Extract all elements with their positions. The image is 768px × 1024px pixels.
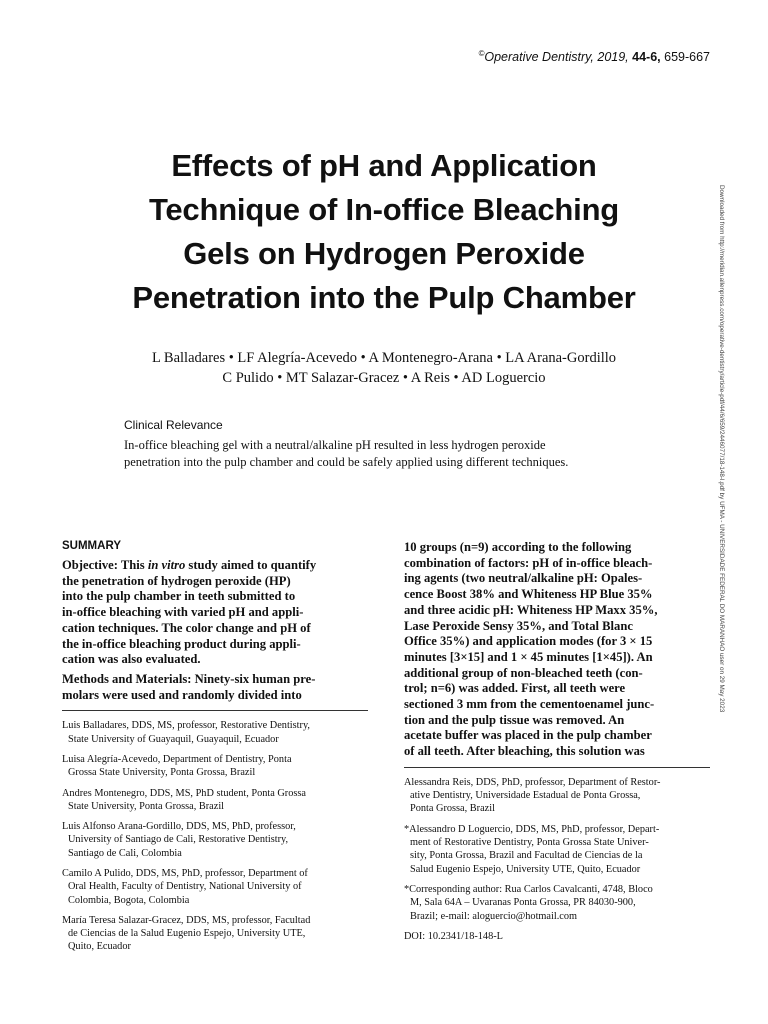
affiliation-entry — [62, 753, 368, 780]
title-line: Effects of pH and Application — [171, 148, 597, 183]
affiliation-line: DOI: 10.2341/18-148-L — [404, 930, 503, 942]
summary-line: ing agents (two neutral/alkaline pH: Opales- — [404, 571, 643, 586]
authors-line: C Pulido • MT Salazar-Gracez • A Reis • AD Loguercio — [222, 370, 546, 386]
article-title — [50, 144, 718, 320]
summary-line: Office 35%) and application modes (for 3 × 15 — [404, 634, 653, 649]
affiliation-line: University of Santiago de Cali, Restorative Dentistry, — [68, 834, 289, 846]
title-line: Technique of In-office Bleaching — [148, 192, 620, 227]
affiliation-entry — [404, 883, 710, 923]
summary-body-right — [404, 540, 710, 760]
download-watermark: Downloaded from http://meridian.allenpress.com/operative-dentistry/article-pdf/44/6/659/2446077/18-148-l.pdf by UFMA - UNIVERSIDADE FEDERAL DO MARANHAO user on 29 May 2023 — [718, 185, 725, 713]
affiliation-line: Oral Health, Faculty of Dentistry, National University of — [68, 881, 302, 893]
summary-line: Objective: This in vitro study aimed to quantify — [62, 558, 317, 572]
affiliation-line: María Teresa Salazar-Gracez, DDS, MS, professor, Facultad — [62, 914, 311, 926]
summary-line: acetate buffer was placed in the pulp chamber — [404, 728, 652, 743]
affiliation-line: *Alessandro D Loguercio, DDS, MS, PhD, professor, Depart- — [404, 823, 660, 835]
summary-line: Lase Peroxide Sensy 35%, and Total Blanc — [404, 618, 633, 633]
affiliations-left — [62, 719, 368, 953]
title-line: Penetration into the Pulp Chamber — [132, 280, 636, 315]
relevance-line: penetration into the pulp chamber and could be safely applied using different techniques. — [124, 455, 569, 469]
affiliation-line: Salud Eugenio Espejo, University UTE, Quito, Ecuador — [410, 863, 641, 875]
affiliation-line: sity, Ponta Grossa, Brazil and Facultad de Ciencias de la — [410, 850, 643, 862]
relevance-line: In-office bleaching gel with a neutral/alkaline pH resulted in less hydrogen peroxide — [124, 438, 546, 452]
summary-line: tion and the pulp tissue was removed. An — [404, 712, 625, 727]
author-list — [50, 348, 718, 388]
summary-body-left — [62, 558, 368, 703]
summary-line: cence Boost 38% and Whiteness HP Blue 35% — [404, 587, 653, 602]
affiliation-line: Quito, Ecuador — [68, 941, 131, 953]
title-line: Gels on Hydrogen Peroxide — [183, 236, 585, 271]
affiliation-entry — [62, 719, 368, 746]
affiliation-line: ative Dentistry, Universidade Estadual de Ponta Grossa, — [410, 790, 641, 802]
authors-line: L Balladares • LF Alegría-Acevedo • A Montenegro-Arana • LA Arana-Gordillo — [151, 350, 617, 366]
affiliation-line: State University, Ponta Grossa, Brazil — [68, 800, 225, 812]
summary-line: sectioned 3 mm from the cementoenamel junc- — [404, 697, 655, 712]
affiliation-line: Andres Montenegro, DDS, MS, PhD student, Ponta Grossa — [62, 787, 306, 799]
affiliation-entry — [404, 930, 710, 943]
summary-line: the in-office bleaching product during appli- — [62, 636, 301, 651]
summary-heading: SUMMARY — [62, 540, 121, 552]
affiliation-line: Luis Balladares, DDS, MS, professor, Restorative Dentistry, — [62, 720, 311, 732]
journal-citation — [478, 49, 710, 64]
summary-line: molars were used and randomly divided into — [62, 687, 302, 702]
left-column — [62, 540, 368, 961]
right-column — [404, 540, 710, 950]
affiliation-entry — [62, 867, 368, 907]
affiliation-line: *Corresponding author: Rua Carlos Cavalcanti, 4748, Bloco — [404, 883, 653, 895]
summary-line: additional group of non-bleached teeth (con- — [404, 665, 643, 680]
copyright-symbol: © — [478, 49, 485, 58]
affiliation-line: Colombia, Bogota, Colombia — [68, 894, 190, 906]
affiliation-entry — [62, 914, 368, 954]
summary-line: cation techniques. The color change and pH of — [62, 620, 311, 635]
affiliation-line: ment of Restorative Dentistry, Ponta Grossa State Univer- — [410, 837, 649, 849]
affiliation-line: Santiago de Cali, Colombia — [68, 847, 182, 859]
summary-line: of all teeth. After bleaching, this solution was — [404, 744, 645, 759]
affiliation-entry — [62, 787, 368, 814]
summary-line: cation was also evaluated. — [62, 652, 201, 667]
affiliation-line: Luis Alfonso Arana-Gordillo, DDS, MS, PhD, professor, — [62, 821, 296, 833]
summary-line: and three acidic pH: Whiteness HP Maxx 35%, — [404, 602, 658, 617]
affiliation-line: Grossa State University, Ponta Grossa, Brazil — [68, 767, 256, 779]
summary-line: combination of factors: pH of in-office bleach- — [404, 555, 653, 570]
affiliation-line: Ponta Grossa, Brazil — [410, 803, 495, 815]
clinical-relevance-text — [124, 437, 652, 471]
column-rule — [62, 710, 368, 711]
affiliation-line: de Ciencias de la Salud Eugenio Espejo, University UTE, — [68, 928, 306, 940]
affiliation-entry — [62, 820, 368, 860]
affiliation-line: State University of Guayaquil, Guayaquil, Ecuador — [68, 733, 279, 745]
clinical-relevance-heading: Clinical Relevance — [124, 418, 223, 432]
journal-pages: 659-667 — [664, 50, 710, 65]
summary-line: trol; n=6) was added. First, all teeth were — [404, 681, 626, 696]
affiliation-line: M, Sala 64A – Uvaranas Ponta Grossa, PR 84030-900, — [410, 897, 636, 909]
affiliations-right — [404, 776, 710, 943]
journal-volume: 44-6, — [632, 50, 661, 65]
summary-line: Methods and Materials: Ninety-six human pre- — [62, 671, 316, 686]
summary-line: in-office bleaching with varied pH and appli- — [62, 605, 304, 620]
affiliation-entry — [404, 823, 710, 876]
affiliation-line: Luisa Alegría-Acevedo, Department of Dentistry, Ponta — [62, 753, 292, 765]
clinical-relevance — [124, 418, 652, 471]
summary-line: 10 groups (n=9) according to the following — [404, 540, 632, 554]
affiliation-line: Camilo A Pulido, DDS, MS, PhD, professor, Department of — [62, 868, 308, 879]
in-vitro-italic: in vitro — [147, 558, 186, 572]
summary-line: into the pulp chamber in teeth submitted to — [62, 589, 296, 604]
affiliation-line: Alessandra Reis, DDS, PhD, professor, Department of Restor- — [404, 776, 661, 788]
journal-name: Operative Dentistry, 2019, — [484, 50, 629, 65]
summary-line: the penetration of hydrogen peroxide (HP) — [62, 573, 291, 588]
summary-line: minutes [3×15] and 1 × 45 minutes [1×45]). An — [404, 649, 653, 664]
affiliation-line: Brazil; e-mail: aloguercio@hotmail.com — [410, 910, 578, 922]
column-rule — [404, 767, 710, 768]
affiliation-entry — [404, 776, 710, 816]
